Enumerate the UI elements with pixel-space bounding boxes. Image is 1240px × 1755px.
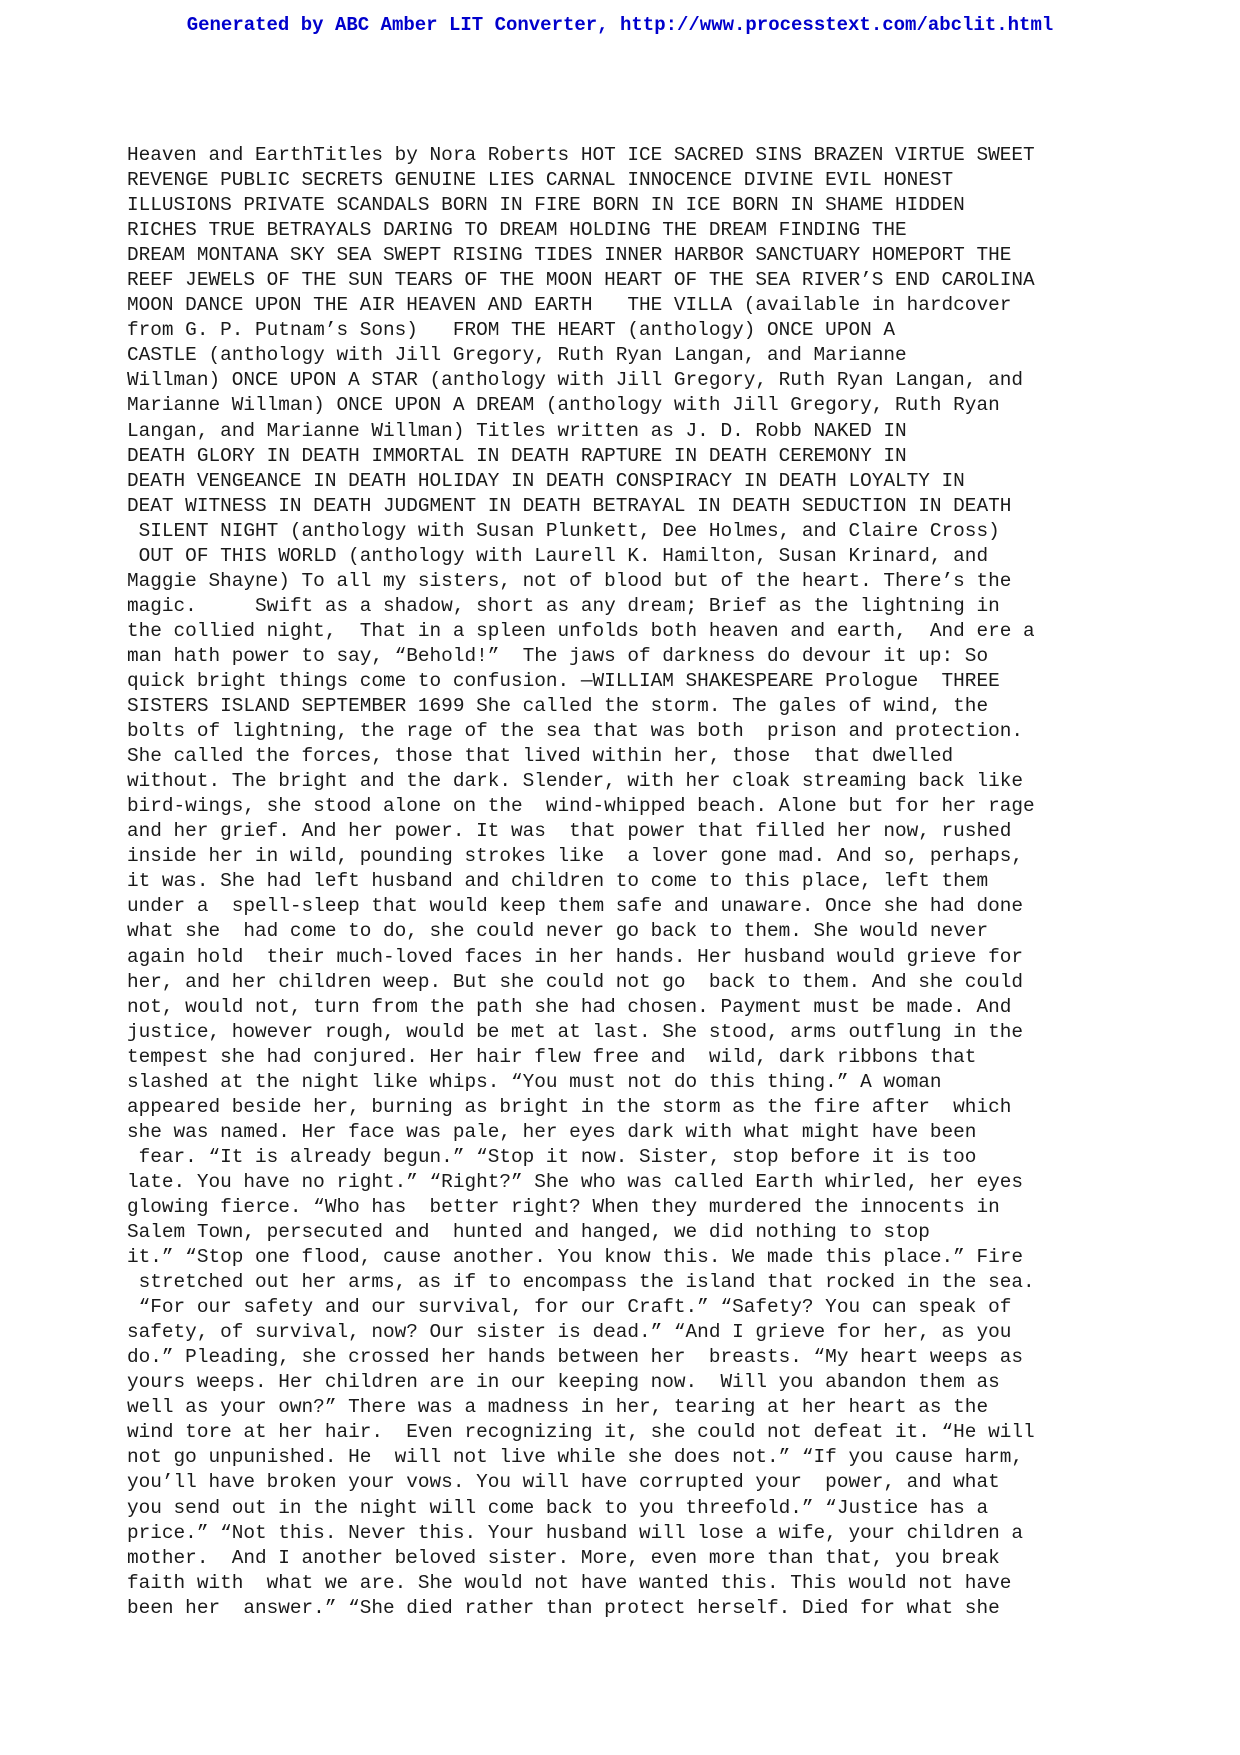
text-line: her, and her children weep. But she could not go back to them. And she could xyxy=(127,970,1023,993)
text-line: fear. “It is already begun.” “Stop it now. Sister, stop before it is too xyxy=(127,1145,977,1168)
text-line: and her grief. And her power. It was that power that filled her now, rushed xyxy=(127,820,1012,843)
text-line: REEF JEWELS OF THE SUN TEARS OF THE MOON HEART OF THE SEA RIVER’S END CAROLINA xyxy=(127,269,1035,292)
text-line: the collied night, That in a spleen unfolds both heaven and earth, And ere a xyxy=(127,619,1035,642)
text-line: Willman) ONCE UPON A STAR (anthology with Jill Gregory, Ruth Ryan Langan, and xyxy=(127,369,1023,392)
text-line: you send out in the night will come back to you threefold.” “Justice has a xyxy=(127,1496,989,1519)
text-line: it was. She had left husband and children to come to this place, left them xyxy=(127,870,989,893)
text-line: OUT OF THIS WORLD (anthology with Laurell K. Hamilton, Susan Krinard, and xyxy=(127,544,989,567)
text-line: stretched out her arms, as if to encompass the island that rocked in the sea. xyxy=(127,1271,1035,1294)
document-body xyxy=(127,143,1127,1621)
text-line: wind tore at her hair. Even recognizing it, she could not defeat it. “He will xyxy=(127,1421,1035,1444)
text-line: bird-wings, she stood alone on the wind-whipped beach. Alone but for her rage xyxy=(127,795,1035,818)
text-line: magic. Swift as a shadow, short as any dream; Brief as the lightning in xyxy=(127,594,1000,617)
text-line: She called the forces, those that lived within her, those that dwelled xyxy=(127,745,954,768)
text-line: Maggie Shayne) To all my sisters, not of blood but of the heart. There’s the xyxy=(127,569,1012,592)
text-line: Heaven and EarthTitles by Nora Roberts HOT ICE SACRED SINS BRAZEN VIRTUE SWEET xyxy=(127,144,1035,166)
text-line: bolts of lightning, the rage of the sea that was both prison and protection. xyxy=(127,720,1023,743)
text-line: from G. P. Putnam’s Sons) FROM THE HEART (anthology) ONCE UPON A xyxy=(127,319,895,342)
text-line: Langan, and Marianne Willman) Titles written as J. D. Robb NAKED IN xyxy=(127,419,907,442)
text-line: late. You have no right.” “Right?” She who was called Earth whirled, her eyes xyxy=(127,1170,1023,1193)
text-line: appeared beside her, burning as bright in the storm as the fire after which xyxy=(127,1095,1012,1118)
text-line: inside her in wild, pounding strokes like a lover gone mad. And so, perhaps, xyxy=(127,845,1023,868)
text-line: DREAM MONTANA SKY SEA SWEPT RISING TIDES INNER HARBOR SANCTUARY HOMEPORT THE xyxy=(127,244,1012,267)
text-line: under a spell-sleep that would keep them safe and unaware. Once she had done xyxy=(127,895,1023,918)
text-line: RICHES TRUE BETRAYALS DARING TO DREAM HOLDING THE DREAM FINDING THE xyxy=(127,219,907,242)
text-line: price.” “Not this. Never this. Your husband will lose a wife, your children a xyxy=(127,1521,1023,1544)
text-line: CASTLE (anthology with Jill Gregory, Ruth Ryan Langan, and Marianne xyxy=(127,344,907,367)
text-line: you’ll have broken your vows. You will have corrupted your power, and what xyxy=(127,1471,1000,1494)
text-line: SISTERS ISLAND SEPTEMBER 1699 She called the storm. The gales of wind, the xyxy=(127,695,989,718)
text-line: glowing fierce. “Who has better right? When they murdered the innocents in xyxy=(127,1195,1000,1218)
text-line: SILENT NIGHT (anthology with Susan Plunkett, Dee Holmes, and Claire Cross) xyxy=(127,519,1000,542)
text-line: MOON DANCE UPON THE AIR HEAVEN AND EARTH THE VILLA (available in hardcover xyxy=(127,294,1012,317)
text-line: Marianne Willman) ONCE UPON A DREAM (anthology with Jill Gregory, Ruth Ryan xyxy=(127,394,1000,417)
text-line: “For our safety and our survival, for our Craft.” “Safety? You can speak of xyxy=(127,1296,1012,1319)
text-line: Salem Town, persecuted and hunted and hanged, we did nothing to stop xyxy=(127,1221,930,1244)
text-line: been her answer.” “She died rather than protect herself. Died for what she xyxy=(127,1596,1000,1619)
text-line: what she had come to do, she could never go back to them. She would never xyxy=(127,920,989,943)
text-line: without. The bright and the dark. Slender, with her cloak streaming back like xyxy=(127,770,1023,793)
text-line: quick bright things come to confusion. —WILLIAM SHAKESPEARE Prologue THREE xyxy=(127,669,1000,692)
text-line: slashed at the night like whips. “You must not do this thing.” A woman xyxy=(127,1070,942,1093)
text-line: DEATH GLORY IN DEATH IMMORTAL IN DEATH RAPTURE IN DEATH CEREMONY IN xyxy=(127,444,907,467)
converter-banner: Generated by ABC Amber LIT Converter, http://www.processtext.com/abclit.html xyxy=(186,14,1054,36)
text-line: safety, of survival, now? Our sister is dead.” “And I grieve for her, as you xyxy=(127,1321,1012,1344)
text-line: well as your own?” There was a madness in her, tearing at her heart as the xyxy=(127,1396,989,1419)
text-line: DEATH VENGEANCE IN DEATH HOLIDAY IN DEATH CONSPIRACY IN DEATH LOYALTY IN xyxy=(127,469,965,492)
text-line: mother. And I another beloved sister. More, even more than that, you break xyxy=(127,1546,1000,1569)
text-line: she was named. Her face was pale, her eyes dark with what might have been xyxy=(127,1120,977,1143)
text-line: justice, however rough, would be met at last. She stood, arms outflung in the xyxy=(127,1020,1023,1043)
text-line: man hath power to say, “Behold!” The jaws of darkness do devour it up: So xyxy=(127,644,989,667)
text-line: it.” “Stop one flood, cause another. You know this. We made this place.” Fire xyxy=(127,1246,1023,1269)
text-line: not go unpunished. He will not live while she does not.” “If you cause harm, xyxy=(127,1446,1023,1469)
text-line: REVENGE PUBLIC SECRETS GENUINE LIES CARNAL INNOCENCE DIVINE EVIL HONEST xyxy=(127,169,954,192)
text-line: yours weeps. Her children are in our keeping now. Will you abandon them as xyxy=(127,1371,1000,1394)
text-line: ILLUSIONS PRIVATE SCANDALS BORN IN FIRE BORN IN ICE BORN IN SHAME HIDDEN xyxy=(127,194,965,217)
text-line: do.” Pleading, she crossed her hands between her breasts. “My heart weeps as xyxy=(127,1346,1023,1369)
text-line: not, would not, turn from the path she had chosen. Payment must be made. And xyxy=(127,995,1012,1018)
text-line: again hold their much-loved faces in her hands. Her husband would grieve for xyxy=(127,945,1023,968)
text-line: DEAT WITNESS IN DEATH JUDGMENT IN DEATH BETRAYAL IN DEATH SEDUCTION IN DEATH xyxy=(127,494,1012,517)
text-line: faith with what we are. She would not have wanted this. This would not have xyxy=(127,1571,1012,1594)
text-line: tempest she had conjured. Her hair flew free and wild, dark ribbons that xyxy=(127,1045,977,1068)
